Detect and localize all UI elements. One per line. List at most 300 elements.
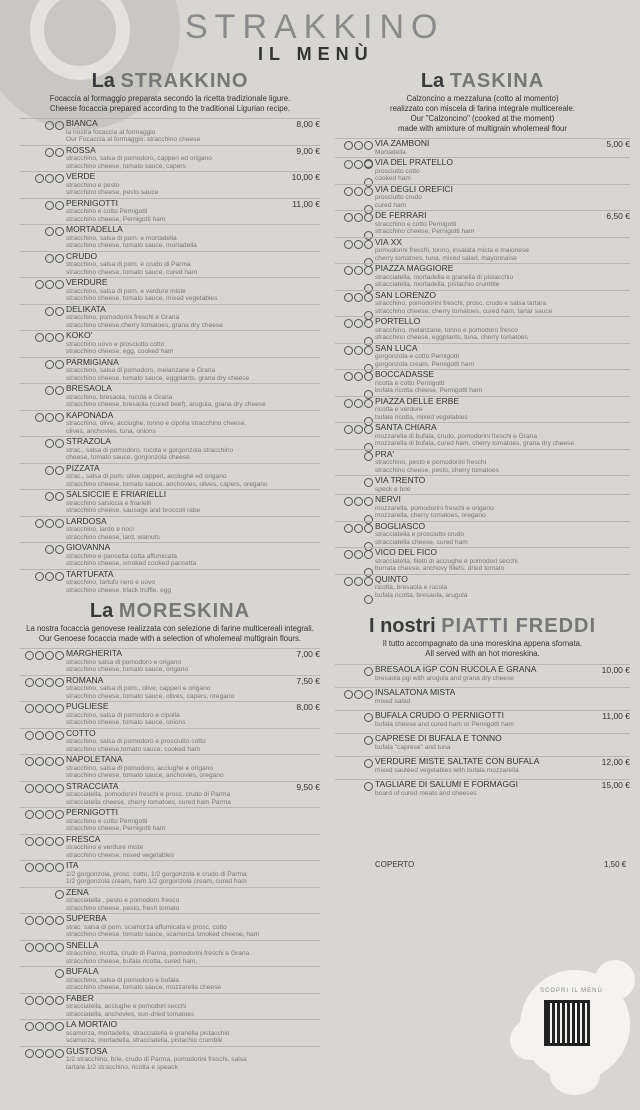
menu-item xyxy=(20,781,320,807)
menu-item xyxy=(20,807,320,833)
allergen-icons xyxy=(20,545,64,563)
item-price: 11,00 € xyxy=(292,198,320,209)
allergen-icon xyxy=(344,187,353,196)
allergen-icon xyxy=(344,425,353,434)
item-desc-it: speck e brie xyxy=(375,485,411,493)
item-desc-en: cherry tomatoes, tuna, mixed salad, mayonnaise xyxy=(375,254,517,262)
item-name: GUSTOSA xyxy=(66,1045,108,1056)
menu-item xyxy=(20,1019,320,1045)
allergen-icons xyxy=(20,969,64,987)
allergen-icon xyxy=(25,651,34,660)
allergen-icon xyxy=(35,1049,44,1058)
allergen-icon xyxy=(45,996,54,1005)
allergen-icons xyxy=(20,651,64,669)
allergen-icon xyxy=(45,333,54,342)
menu-item xyxy=(335,369,630,395)
allergen-icon xyxy=(45,572,54,581)
item-name: VIA ZAMBONI xyxy=(375,138,430,148)
allergen-icon xyxy=(364,782,373,791)
item-name: BRESAOLA IGP CON RUCOLA E GRANA xyxy=(375,664,537,674)
allergen-icon xyxy=(344,524,353,533)
item-desc-it: stracchino, melanzane, tonno e pomodoro fresco xyxy=(375,326,518,334)
allergen-icon xyxy=(45,651,54,660)
item-desc-it: mixed salad xyxy=(375,697,411,705)
item-name: NERVI xyxy=(375,494,401,504)
menu-item xyxy=(335,343,630,369)
item-name: ROMANA xyxy=(66,674,104,685)
allergen-icon xyxy=(35,784,44,793)
item-desc-en: stracchino cheese, tomato sauce, anchovies, oregano xyxy=(66,772,224,779)
allergen-icons xyxy=(20,386,64,404)
allergen-icons xyxy=(335,667,373,685)
allergen-icon xyxy=(25,996,34,1005)
item-name: PERNIGOTTI xyxy=(66,807,118,817)
allergen-icon xyxy=(45,704,54,713)
item-desc-it: 1/2 gorgonzola, prosc. cotto, 1/2 gorgonzola e crudo di Parma xyxy=(66,870,247,878)
item-desc-en: stracchino cheese, tomato sauce, mixed vegetables xyxy=(66,295,218,302)
strakkino-title: La STRAKKINO xyxy=(91,70,249,92)
item-name: ROSSA xyxy=(66,144,96,155)
allergen-icon xyxy=(25,704,34,713)
item-price: 6,50 € xyxy=(606,211,630,221)
menu-item xyxy=(335,422,630,448)
allergen-icon xyxy=(25,810,34,819)
item-desc-it: stracchino, salsa di pomodoro e prosciutto cotto xyxy=(66,738,206,745)
strakkino-desc: Focaccia al formaggio preparata secondo la ricetta tradizionale ligure. Cheese focaccia prepared according to the traditional Ligurian recipe. xyxy=(49,94,291,113)
item-desc-it: prosciutto cotto xyxy=(375,167,420,175)
item-price: 8,00 € xyxy=(296,119,320,129)
allergen-icon xyxy=(25,943,34,952)
item-desc-en: stracchino cheese, tomato sauce, mortadella xyxy=(66,242,197,249)
menu-item xyxy=(20,118,320,144)
allergen-icon xyxy=(55,784,64,793)
allergen-icon xyxy=(45,492,54,501)
menu-item xyxy=(335,521,630,547)
menu-item xyxy=(20,993,320,1019)
item-desc-it: stracchino e cotto Pernigotti xyxy=(66,817,148,825)
allergen-icons xyxy=(20,890,64,908)
allergen-icon xyxy=(55,148,64,157)
menu-item xyxy=(335,210,630,236)
allergen-icon xyxy=(55,201,64,210)
allergen-icon xyxy=(35,413,44,422)
item-price: 11,00 € xyxy=(602,711,630,721)
menu-item xyxy=(20,728,320,754)
item-desc-en: mozzarella di bufala, cured ham, cherry tomatoes, grana dry cheese xyxy=(375,440,575,447)
item-desc-it: strac., salsa di pom. olive capperi, acciughe ed origano xyxy=(66,473,227,480)
item-name: BUFALA xyxy=(66,966,99,976)
item-desc-en: burrata cheese, anchovy fillets, dried tomato xyxy=(375,565,505,572)
allergen-icon xyxy=(55,969,64,978)
item-desc-en: stracchino cheese, tomato sauce, capers xyxy=(66,162,186,170)
allergen-icon xyxy=(344,399,353,408)
qr-code[interactable] xyxy=(544,1000,590,1046)
item-desc-en: stracchino cheese, Pernigotti ham xyxy=(66,825,166,832)
item-desc-it: stracchino, pomodorini freschi e Grana xyxy=(66,314,180,321)
allergen-icon xyxy=(45,837,54,846)
allergen-icon xyxy=(364,524,373,533)
allergen-icon xyxy=(45,1022,54,1031)
allergen-icon xyxy=(55,996,64,1005)
allergen-icon xyxy=(55,413,64,422)
allergen-icon xyxy=(55,254,64,263)
allergen-icons xyxy=(20,704,64,722)
item-name: PORTELLO xyxy=(375,316,421,326)
allergen-icon xyxy=(45,1049,54,1058)
menu-item xyxy=(20,675,320,701)
menu-item xyxy=(335,494,630,520)
item-desc-it: stracchino, tartufo nero e uovo xyxy=(66,579,156,586)
item-name: CAPRESE DI BUFALA E TONNO xyxy=(375,733,502,743)
allergen-icon xyxy=(25,1049,34,1058)
allergen-icon xyxy=(364,452,373,461)
item-desc-en: stracchino cheese, pesto sauce xyxy=(66,189,159,196)
allergen-icon xyxy=(364,497,373,506)
allergen-icon xyxy=(35,863,44,872)
menu-item xyxy=(20,542,320,568)
item-desc-en: 1/2 gorgonzola cream, ham 1/2 gorgonzola cream, cured ham xyxy=(66,878,247,885)
item-desc-it: stracchino, salsa di pomodoro, capperi ed origano xyxy=(66,155,212,162)
allergen-icon xyxy=(364,577,373,586)
item-desc-en: stracchino cheese, tomato sauce, olives, capers, oregano xyxy=(66,692,235,700)
item-name: VIA TRENTO xyxy=(375,475,426,485)
item-desc-en: Our Focaccia al formaggio: stracchino cheese xyxy=(66,136,201,143)
allergen-icon xyxy=(55,360,64,369)
item-desc-it: stracchino, salsa di pomodoro e bufala xyxy=(66,976,179,984)
item-name: PIAZZA MAGGIORE xyxy=(375,263,454,273)
item-desc-it: ricotta e verdure xyxy=(375,406,423,413)
item-name: SNELLA xyxy=(66,939,99,950)
moreskina-title: La MORESKINA xyxy=(89,600,251,622)
allergen-icon xyxy=(55,1049,64,1058)
item-desc-it: prosciutto crudo xyxy=(375,194,422,201)
item-desc-en: stracchino cheese, lard, walnuts xyxy=(66,533,160,541)
item-desc-en: gorgonzola cream, Pernigotti ham xyxy=(375,360,474,368)
item-desc-it: stracchino, olive, acciughe, tonno e cipolla stracchino cheese, xyxy=(66,420,247,427)
freddi-list xyxy=(335,664,630,797)
allergen-icon xyxy=(55,439,64,448)
allergen-icon xyxy=(364,399,373,408)
item-desc-en: stracchino cheese, tomato sauce, eggplants, grana dry cheese xyxy=(66,374,250,382)
allergen-icons xyxy=(20,254,64,272)
allergen-icon xyxy=(364,346,373,355)
item-desc-it: stracchino, salsa di pom., olive, capperi e origano xyxy=(66,685,211,692)
left-column xyxy=(20,70,320,1071)
allergen-icon xyxy=(344,266,353,275)
item-desc-it: stracchino e cotto Pernigotti xyxy=(66,208,148,215)
allergen-icon xyxy=(364,425,373,434)
menu-item xyxy=(20,357,320,383)
item-name: KOKO' xyxy=(66,330,93,340)
allergen-icon xyxy=(344,372,353,381)
menu-item xyxy=(20,410,320,436)
allergen-icons xyxy=(20,227,64,245)
taskina-desc: Calzoncino a mezzaluna (cotto al momento) realizzato con miscela di farina integrale multicereale. Our "Calzoncino" (cooked at the moment) made with amixture of multigrain wholemeal flour xyxy=(389,94,576,133)
item-name: FRESCA xyxy=(66,833,101,844)
item-desc-it: stracchino, salsa di pomodoro e cipolla xyxy=(66,711,180,719)
qr-area xyxy=(520,960,640,1110)
allergen-icons xyxy=(20,201,64,219)
item-desc-it: stracchino, ricotta, crudo di Parma, pomodorini freschi e Grana xyxy=(66,950,250,957)
menu-item xyxy=(20,701,320,727)
menu-item xyxy=(20,277,320,303)
menu-item xyxy=(335,779,630,797)
menu-item xyxy=(20,436,320,462)
allergen-icon xyxy=(35,333,44,342)
allergen-icon xyxy=(344,293,353,302)
allergen-icon xyxy=(55,386,64,395)
allergen-icons xyxy=(20,916,64,934)
allergen-icon xyxy=(364,759,373,768)
allergen-icons xyxy=(335,690,373,708)
item-desc-en: stracchino cheese, mixed vegetables xyxy=(66,851,175,859)
item-desc-en: mozzarella, cherry tomatoes, oregano xyxy=(375,512,486,519)
allergen-icon xyxy=(354,213,363,222)
item-name: GIOVANNA xyxy=(66,542,111,552)
item-price: 10,00 € xyxy=(291,172,320,182)
item-name: QUINTO xyxy=(375,573,408,584)
item-desc-en: bufala ricotta, mixed vegetables xyxy=(375,413,468,421)
allergen-icon xyxy=(55,333,64,342)
item-desc-en: stracchino cheese, eggplants, tuna, cherry tomatoes xyxy=(375,334,528,341)
item-name: BIANCA xyxy=(66,118,98,128)
allergen-icon xyxy=(55,545,64,554)
freddi-desc: Il tutto accompagnato da una moreskina appena sfornata. All served with an hot moreskina. xyxy=(382,639,583,658)
item-desc-it: mixed sautéed vegetables with bufala mozzarella xyxy=(375,766,519,774)
allergen-icon xyxy=(35,651,44,660)
allergen-icon xyxy=(55,810,64,819)
item-name: SALSICCIE E FRIARIELLI xyxy=(66,489,167,499)
allergen-icon xyxy=(55,731,64,740)
allergen-icon xyxy=(45,519,54,528)
menu-item xyxy=(20,198,320,224)
item-price: 10,00 € xyxy=(601,665,630,675)
item-name: BOCCADASSE xyxy=(375,369,435,379)
allergen-icons xyxy=(20,837,64,855)
allergen-icon xyxy=(344,160,353,169)
item-desc-en: stracchino cheese, egg, cooked ham xyxy=(66,348,174,355)
allergen-icon xyxy=(55,757,64,766)
allergen-icon xyxy=(344,213,353,222)
allergen-icon xyxy=(364,240,373,249)
item-desc-en: stracchino cheese, tomato sauce, cured ham xyxy=(66,268,198,276)
allergen-icon xyxy=(354,550,363,559)
allergen-icon xyxy=(35,280,44,289)
menu-item xyxy=(20,330,320,356)
item-desc-it: mozzarella di bufala, crudo, pomodorini freschi e Grana xyxy=(375,432,537,440)
menu-item xyxy=(335,733,630,751)
menu-item xyxy=(20,648,320,674)
taskina-title: La TASKINA xyxy=(420,70,545,92)
menu-item xyxy=(20,1046,320,1072)
item-desc-en: stracchino cheese, bresaola (cured beef), arugula, grana dry cheese xyxy=(66,401,266,408)
item-name: PERNIGOTTI xyxy=(66,197,118,208)
menu-item xyxy=(20,171,320,197)
item-desc-it: stracchino, bresaola, rucola e Grana xyxy=(66,393,173,401)
allergen-icon xyxy=(45,678,54,687)
item-desc-en: stracciatella, mortadella, pistachio crumble xyxy=(375,281,500,288)
menu-item xyxy=(20,516,320,542)
item-desc-en: stracchino cheese, pesto, fresh tomato xyxy=(66,904,180,912)
allergen-icon xyxy=(45,386,54,395)
item-desc-it: mozzarella, pomodorini freschi e origano xyxy=(375,504,494,512)
allergen-icon xyxy=(55,280,64,289)
allergen-icon xyxy=(354,690,363,699)
allergen-icon xyxy=(45,731,54,740)
allergen-icon xyxy=(45,863,54,872)
item-desc-it: 1/2 stracchino, brie, crudo di Parma, pomodorini freschi, salsa xyxy=(66,1056,247,1063)
taskina-list xyxy=(335,138,630,599)
coperto-price: 1,50 € xyxy=(604,860,627,869)
item-desc-it: stracchino, lardo e noci xyxy=(66,526,134,533)
item-desc-en: bufala ricotta, bresaola, arugula xyxy=(375,591,468,599)
item-desc-it: stracchino, salsa di pomodoro, melanzane e Grana xyxy=(66,367,216,374)
allergen-icon xyxy=(45,439,54,448)
item-price: 15,00 € xyxy=(601,780,630,790)
allergen-icon xyxy=(354,497,363,506)
item-desc-en: stracchino cheese, Pernigotti ham xyxy=(375,228,475,235)
item-desc-it: board of cured meats and cheeses xyxy=(375,789,477,797)
item-desc-en: olives, anchovies, tuna, onions xyxy=(66,427,156,435)
allergen-icon xyxy=(354,577,363,586)
item-name: BOGLIASCO xyxy=(375,520,426,531)
menu-item xyxy=(335,664,630,682)
allergen-icon xyxy=(364,266,373,275)
allergen-icon xyxy=(364,160,373,169)
allergen-icon xyxy=(35,678,44,687)
item-name: PRA' xyxy=(375,448,395,459)
item-desc-it: stracchino, salsa di pomodoro, acciughe e origano xyxy=(66,764,213,772)
item-name: SANTA CHIARA xyxy=(375,422,437,432)
allergen-icon xyxy=(55,227,64,236)
strakkino-list xyxy=(20,118,320,594)
item-desc-en: cheese, tomato sauce, gorgonzola cheese xyxy=(66,454,190,461)
allergen-icon xyxy=(55,121,64,130)
item-desc-it: strac. salsa di pom. scamorza affumicata e prosc. cotto xyxy=(66,923,227,931)
allergen-icons xyxy=(20,148,64,166)
allergen-icon xyxy=(344,319,353,328)
allergen-icons xyxy=(20,810,64,828)
item-name: NAPOLETANA xyxy=(66,754,123,764)
menu-item xyxy=(20,940,320,966)
item-desc-it: ricotta e cotto Pernigotti xyxy=(375,379,445,387)
allergen-icon xyxy=(45,916,54,925)
allergen-icon xyxy=(25,678,34,687)
item-desc-en: stracchino cheese, black truffle, egg xyxy=(66,586,172,594)
moreskina-list xyxy=(20,648,320,1071)
allergen-icons xyxy=(20,439,64,457)
item-desc-it: stracciatella , pesto e pomodoro fresco xyxy=(66,897,180,904)
allergen-icon xyxy=(354,399,363,408)
allergen-icon xyxy=(35,731,44,740)
item-name: PUGLIESE xyxy=(66,701,109,711)
item-name: TAGLIARE DI SALUMI E FORMAGGI xyxy=(375,779,518,789)
item-price: 8,00 € xyxy=(296,702,320,712)
allergen-icon xyxy=(35,572,44,581)
menu-item xyxy=(335,475,630,493)
menu-item xyxy=(335,237,630,263)
item-desc-en: stracchino cheese, pesto, cherry tomatoes xyxy=(375,466,499,474)
allergen-icon xyxy=(55,678,64,687)
allergen-icon xyxy=(55,943,64,952)
right-column xyxy=(335,70,630,797)
allergen-icons xyxy=(335,736,373,754)
allergen-icon xyxy=(354,240,363,249)
item-name: VERDURE MISTE SALTATE CON BUFALA xyxy=(375,756,540,766)
allergen-icon xyxy=(344,141,353,150)
menu-item xyxy=(20,569,320,595)
menu-item xyxy=(20,887,320,913)
item-desc-it: stracchino e verdure miste xyxy=(66,844,144,851)
item-desc-en: stracchino cheese, smoked cooked pancetta xyxy=(66,560,197,567)
item-desc-it: stracchino salsa di pomodoro e origano xyxy=(66,658,182,666)
coperto-label: COPERTO xyxy=(375,860,415,869)
item-desc-en: tartare 1/2 stracchino, ricotta e speack xyxy=(66,1063,178,1071)
allergen-icon xyxy=(45,413,54,422)
allergen-icon xyxy=(45,280,54,289)
allergen-icon xyxy=(364,736,373,745)
allergen-icons xyxy=(20,519,64,537)
item-desc-it: ricotta, bresaola e rucola xyxy=(375,584,448,591)
allergen-icon xyxy=(344,497,353,506)
menu-item xyxy=(20,251,320,277)
allergen-icon xyxy=(364,595,373,604)
allergen-icon xyxy=(25,1022,34,1031)
item-name: STRAZOLA xyxy=(66,436,111,446)
menu-item xyxy=(335,574,630,600)
item-desc-en: stracchino cheese, cherry tomatoes, cured ham, tartar sauce xyxy=(375,307,553,315)
item-desc-it: bufala cheese and cured ham or Pernigotti ham xyxy=(375,720,514,728)
item-name: ZENA xyxy=(66,886,89,897)
allergen-icon xyxy=(35,916,44,925)
item-price: 5,00 € xyxy=(606,139,630,149)
item-desc-en: stracciatella cheese, cured ham xyxy=(375,538,468,546)
allergen-icon xyxy=(35,943,44,952)
allergen-icon xyxy=(55,174,64,183)
allergen-icon xyxy=(35,810,44,819)
allergen-icon xyxy=(45,227,54,236)
allergen-icon xyxy=(35,174,44,183)
item-price: 12,00 € xyxy=(601,757,630,767)
item-name: SAN LORENZO xyxy=(375,289,436,300)
allergen-icons xyxy=(335,577,373,613)
allergen-icon xyxy=(35,837,44,846)
allergen-icon xyxy=(35,519,44,528)
menu-item xyxy=(335,547,630,573)
item-price: 9,50 € xyxy=(296,781,320,792)
allergen-icon xyxy=(344,550,353,559)
allergen-icon xyxy=(45,148,54,157)
allergen-icons xyxy=(20,360,64,378)
item-desc-en: stracchino cheese,cherry tomatoes, grana dry cheese xyxy=(66,321,223,329)
allergen-icons xyxy=(20,757,64,775)
allergen-icon xyxy=(55,466,64,475)
item-name: VIA DEL PRATELLO xyxy=(375,157,453,167)
allergen-icon xyxy=(354,372,363,381)
menu-item xyxy=(335,316,630,342)
allergen-icon xyxy=(354,293,363,302)
menu-item xyxy=(335,449,630,475)
allergen-icons xyxy=(20,413,64,431)
item-desc-it: stracchino salsiccia e friarielli xyxy=(66,499,152,507)
allergen-icons xyxy=(20,333,64,351)
allergen-icon xyxy=(364,141,373,150)
item-desc-it: stracchino, salsa di pom. e mortadella xyxy=(66,234,177,242)
item-name: VERDE xyxy=(66,171,96,181)
allergen-icons xyxy=(20,1049,64,1067)
menu-item xyxy=(335,710,630,728)
allergen-icon xyxy=(35,996,44,1005)
